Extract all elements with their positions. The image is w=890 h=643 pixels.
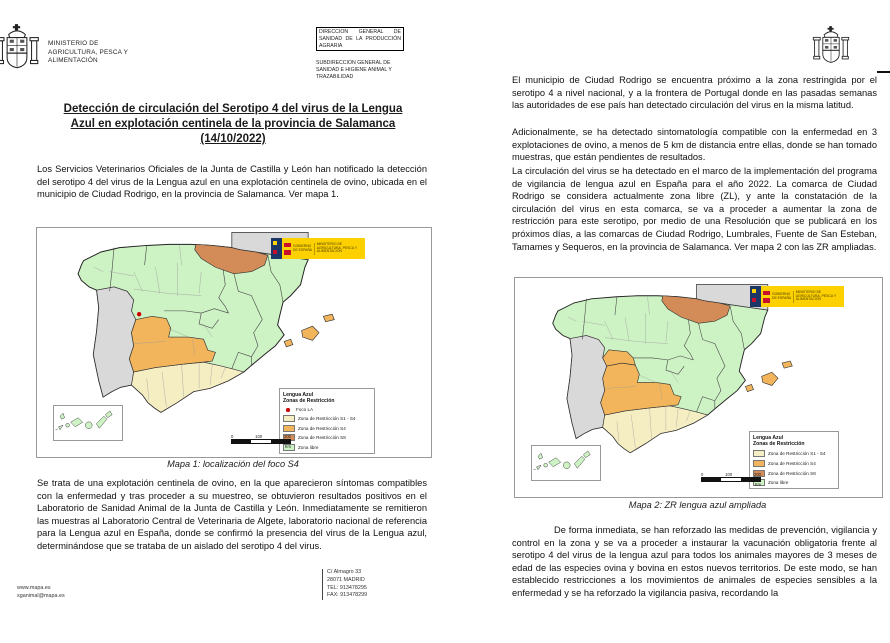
zone-s1-s4 xyxy=(603,406,708,453)
paragraph-intro: Los Servicios Veterinarios Oficiales de la Junta de Castilla y León han notificado la detección del serotipo 4 del virus de la Lengua azul en una explotación centinela de ovino, ubicada en el municipio de Ciudad Rodrigo, en la provincia de Salamanca. Ver mapa 1. xyxy=(37,164,427,200)
map-1 xyxy=(36,227,432,458)
swatch-s1s4 xyxy=(283,415,295,422)
legend-item-s8: Zona de Restricción S8 xyxy=(753,470,835,477)
gobierno-flag-icon xyxy=(750,286,761,307)
legend-title: Lengua Azul xyxy=(283,392,314,398)
balearic-islands xyxy=(745,361,792,392)
map-ministry-logo xyxy=(271,238,365,259)
legend-subtitle: Zonas de Restricción xyxy=(753,441,805,448)
scale-unit: Km xyxy=(284,443,291,449)
legend-subtitle: Zonas de Restricción xyxy=(283,398,335,405)
map-2 xyxy=(514,277,883,498)
footer-email: sganimal@mapa.es xyxy=(17,593,65,600)
scale-bar xyxy=(231,434,291,449)
canary-islands-inset xyxy=(531,445,601,481)
ministry-name: MINISTERIO DE AGRICULTURA, PESCA Y ALIMENTACIÓN xyxy=(48,40,129,65)
scale-tick-100: 100 xyxy=(255,434,263,439)
balearic-islands xyxy=(284,314,334,347)
legend-title: Lengua Azul xyxy=(753,435,784,441)
footer-contact xyxy=(17,584,65,600)
portugal-region xyxy=(93,287,136,397)
map-ministry-logo xyxy=(750,286,844,307)
scale-tick-200: 200 xyxy=(754,472,761,477)
scale-tick-200: 200 xyxy=(284,434,291,439)
zone-s1-s4 xyxy=(131,362,243,412)
footer-address: C/ Almagro 33 28071 MADRID TEL: 913478295 FAX: 913478299 xyxy=(322,569,367,600)
spain-crest-icon xyxy=(284,243,291,255)
map-2-caption: Mapa 2: ZR lengua azul ampliada xyxy=(628,500,767,510)
scale-tick-0: 0 xyxy=(701,472,704,477)
logo-ministerio-text: MINISTERIO DE AGRICULTURA, PESCA Y ALIMENTACIÓN xyxy=(316,241,358,254)
legend-item-s4: Zona de Restricción S4 xyxy=(753,460,835,467)
page-edge-mark xyxy=(877,71,890,73)
paragraph-proximity: El municipio de Ciudad Rodrigo se encuentra próximo a la zona restringida por el serotipo 4 a nivel nacional, y a la frontera de Portugal donde en las pasadas semanas las autoridades de ese país han detectado circulación del virus en la misma latitud. xyxy=(512,75,877,111)
legend-item-s1s4: Zona de Restricción S1 - S4 xyxy=(753,450,835,457)
coat-of-arms-icon xyxy=(0,22,40,74)
legend-item-foco: Foco LA xyxy=(283,407,371,412)
document-title: Detección de circulación del Serotipo 4 del virus de la Lengua Azul en explotación centinela de la provincia de Salamanca (14/10/2022) xyxy=(63,103,403,146)
map-1-caption: Mapa 1: localización del foco S4 xyxy=(167,459,299,469)
legend-item-free: Zona libre xyxy=(753,479,835,486)
paragraph-restriction-zone: La circulación del virus se ha detectado en el marco de la implementación del programa de vigilancia de lengua azul en España para el año 2022. La comarca de Ciudad Rodrigo se considera actualmente zona libre (ZL), y ante la constatación de la circulación del virus en esta comarca, se va a proceder a aumentar la zona de restricción para este serotipo, por medio de una Resolución que se publicará en los próximos días, a las comarcas de Ciudad Rodrigo, Lumbrales, Fuente de San Esteban, Tamames y Sequeros, en la provincia de Salamanca. Ver mapa 2 con las ZR ampliadas. xyxy=(512,166,877,252)
coat-of-arms-icon-page2 xyxy=(812,22,850,70)
footer-web: www.mapa.es xyxy=(17,585,51,591)
gobierno-flag-icon xyxy=(271,238,282,259)
coat-of-arms-art xyxy=(812,22,850,70)
foco-dot xyxy=(137,312,141,316)
scale-unit: Km xyxy=(754,481,761,487)
portugal-region xyxy=(567,336,607,439)
legend-item-s8: Zona de Restricción S8 xyxy=(283,434,371,441)
logo-ministerio-text: MINISTERIO DE AGRICULTURA, PESCA Y ALIMENTACIÓN xyxy=(795,289,837,302)
foco-dot-icon xyxy=(283,408,293,412)
legend-item-free: Zona libre xyxy=(283,444,371,451)
swatch-s1s4 xyxy=(753,450,765,457)
scale-bar xyxy=(701,472,761,487)
canary-islands-inset xyxy=(53,405,123,441)
coat-of-arms-art xyxy=(0,22,40,74)
scale-tick-0: 0 xyxy=(231,434,234,439)
legend-item-s1s4: Zona de Restricción S1 - S4 xyxy=(283,415,371,422)
paragraph-lab-results: Se trata de una explotación centinela de ovino, en la que aparecieron síntomas compatibles con la enfermedad y tras proceder a su muestreo, se obtuvieron resultados positivos en el Laboratorio de Sanidad Animal de la Junta de Castilla y León. Inmediatamente se remitieron las muestras al Laboratorio Central de Veterinaria de Algete, laboratorio nacional de referencia para la Lengua azul en España, donde se confirmó la presencia del virus de la Lengua azul, determinándose que se trataba de un aislado del serotipo 4 del virus. xyxy=(37,478,427,551)
logo-gobierno-text: GOBIERNO DE ESPAÑA xyxy=(293,243,313,252)
legend-item-s4: Zona de Restricción S4 xyxy=(283,425,371,432)
swatch-s4 xyxy=(753,460,765,467)
spain-crest-icon xyxy=(763,291,770,303)
logo-gobierno-text: GOBIERNO DE ESPAÑA xyxy=(772,291,792,300)
logo-separator xyxy=(793,291,794,303)
swatch-s4 xyxy=(283,425,295,432)
paragraph-measures: De forma inmediata, se han reforzado las medidas de prevención, vigilancia y control en la zona y se va a proceder a instaurar la vacunación obligatoria frente al serotipo 4 del virus de la lengua azul para todos los animales mayores de 3 meses de edad de las especies ovina y bovina en estos nuevos territorios. De este modo, se han establecido restricciones a los movimientos de animales de especies sensibles a la enfermedad y se ha reforzado la vigilancia pasiva, recordando la xyxy=(512,525,877,598)
scale-tick-100: 100 xyxy=(725,472,733,477)
logo-separator xyxy=(314,243,315,255)
subdireccion-general-text: SUBDIRECCION GENERAL DE SANIDAD E HIGIENE ANIMAL Y TRAZABILIDAD xyxy=(316,60,392,80)
map-legend xyxy=(749,431,839,489)
paragraph-symptoms: Adicionalmente, se ha detectado sintomatología compatible con la enfermedad en 3 explotaciones de ovino, a menos de 5 km de distancia entre ellas, donde se han tomado muestras, que están pendientes de resultados. xyxy=(512,127,877,163)
direccion-general-box: DIRECCION GENERAL DE SANIDAD DE LA PRODUCCIÓN AGRARIA xyxy=(316,27,404,51)
map-legend xyxy=(279,388,375,454)
